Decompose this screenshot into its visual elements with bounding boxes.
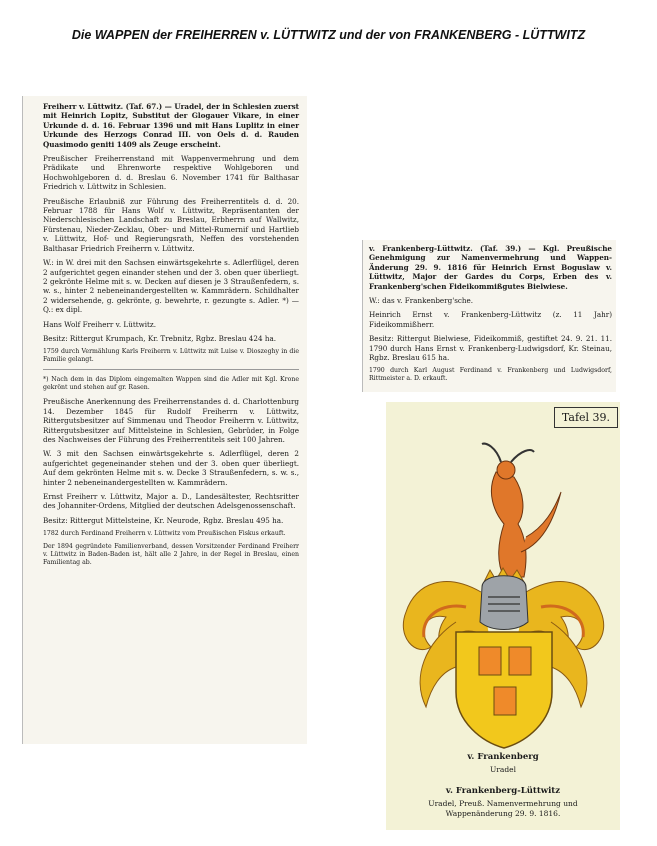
footnote: *) Nach dem in das Diplom eingemalten Wappen sind die Adler mit Kgl. Krone gekrönt und stehen auf gr. Rasen.	[43, 376, 299, 392]
paragraph-besitz-1: Besitz: Rittergut Krumpach, Kr. Trebnitz, Rgbz. Breslau 424 ha.	[43, 333, 277, 343]
caption-sub: Uradel	[489, 765, 516, 774]
paragraph-person-1: Hans Wolf Freiherr v. Lüttwitz.	[43, 319, 157, 329]
paragraph-wappen-2: W. 3 mit den Sachsen einwärtsgekehrte s. Adlerflügel, deren 2 aufgerichtet gegeneinander stehen und der 3. oben quer überliegt. Auf dem gekrönten Helme mit s. w. Decke 3 Straußenfedern, s. w. s., hinter 2 nebeneinandergestellten w. Kammrädern.	[43, 449, 299, 487]
plate-number: Tafel 39.	[554, 407, 618, 428]
paragraph-freiherrenstand: Preußischer Freiherrenstand mit Wappenvermehrung und dem Prädikate und Ehrenworte respektive Wohlgeboren und Hochwohlgeboren d. d. Breslau 6. November 1741 für Balthasar Friedrich v. Lüttwitz in Schlesien.	[43, 154, 299, 192]
page-title: Die WAPPEN der FREIHERREN v. LÜTTWITZ und der von FRANKENBERG - LÜTTWITZ	[71, 28, 586, 42]
paragraph-besitz-2: Besitz: Rittergut Mittelsteine, Kr. Neurode, Rgbz. Breslau 495 ha.	[43, 515, 284, 525]
caption-name-2: v. Frankenberg-Lüttwitz	[445, 786, 561, 796]
paragraph-erlaubniss: Preußische Erlaubniß zur Führung des Freiherrentitels d. d. 20. Februar 1788 für Hans Wolf v. Lüttwitz, Repräsentanten der Niederschlesischen Landschaft zu Breslau, Erbherrn auf Wallwitz, Fürstenau, Nieder-Zecklau, Ober- und Mittel-Rumernif und Hartlieb v. Lüttwitz, Hof- und Regierungsrath, Neffen des vorstehenden Balthasar Friedrich Freiherrn v. Lüttwitz.	[43, 196, 299, 253]
coat-of-arms-plate	[386, 402, 620, 830]
caption-sub-2: Uradel, Preuß. Namenvermehrung und Wappenänderung 29. 9. 1816.	[428, 799, 578, 818]
paragraph-person-2: Ernst Freiherr v. Lüttwitz, Major a. D., Landesältester, Rechtsritter des Johanniter-Ordens, Mitglied der deutschen Adelsgenossenschaft.	[43, 492, 299, 511]
caption-name: v. Frankenberg	[467, 752, 539, 762]
paragraph-frankenberg-note: 1790 durch Karl August Ferdinand v. Frankenberg und Ludwigsdorf, Rittmeister a. D. erkauft.	[369, 367, 612, 383]
paragraph-frankenberg-wappen: W.: das v. Frankenberg'sche.	[369, 296, 474, 306]
paragraph-intro: Freiherr v. Lüttwitz. (Taf. 67.) — Uradel, der in Schlesien zuerst mit Heinrich Lopitz, Substitut der Glogauer Vikare, in einer Urkunde d. d. 16. Februar 1396 und mit Hans Luplitz in einer Urkunde des Herzogs Conrad III. von Oels d. d. Rauden Quasimodo geniti 1409 als Zeuge erscheint.	[43, 102, 299, 149]
paragraph-frankenberg-besitz: Besitz: Rittergut Bielwiese, Fideikommiß, gestiftet 24. 9. 21. 11. 1790 durch Hans Ernst v. Frankenberg-Ludwigsdorf, Kr. Steinau, Rgbz. Breslau 615 ha.	[369, 334, 612, 363]
paragraph-wappen-1: W.: in W. drei mit den Sachsen einwärtsgekehrte s. Adlerflügel, deren 2 aufgerichtet gegen einander stehen und der 3. oben quer überliegt. 2 gekrönte Helme mit s. w. Decken auf diesen je 3 Straußenfedern, s. w. s., hinter 2 nebeneinandergestellten w. Kammrädern. Schildhalter 2 widersehende, g. gekrönte, g. bewehrte, r. gezungte s. Adler. *) — Q.: ex dipl.	[43, 258, 299, 315]
right-text-column	[362, 240, 616, 392]
paragraph-note-1: 1759 durch Vermählung Karls Freiherrn v. Lüttwitz mit Luise v. Dioszeghy in die Familie gelangt.	[43, 348, 299, 364]
divider	[43, 369, 299, 370]
paragraph-note-3: Der 1894 gegründete Familienverband, dessen Vorsitzender Ferdinand Freiherr v. Lüttwitz in Baden-Baden ist, hält alle 2 Jahre, in der Regel in Breslau, einen Familientag ab.	[43, 543, 299, 567]
left-text-column	[22, 96, 307, 744]
paragraph-frankenberg-person: Heinrich Ernst v. Frankenberg-Lüttwitz (z. 11 Jahr) Fideikommißherr.	[369, 310, 612, 329]
coat-of-arms-illustration	[386, 432, 620, 750]
paragraph-anerkennung: Preußische Anerkennung des Freiherrenstandes d. d. Charlottenburg 14. Dezember 1845 für Rudolf Freiherrn v. Lüttwitz, Rittergutsbesitzer auf Simmenau und Theodor Freiherrn v. Lüttwitz, Rittergutsbesitzer auf Mittelsteine in Schlesien, Gebrüder, in Folge des Nachweises der Führung des Freiherrentitels seit 100 Jahren.	[43, 397, 299, 444]
paragraph-frankenberg-intro: v. Frankenberg-Lüttwitz. (Taf. 39.) — Kgl. Preußische Genehmigung zur Namenvermehrung und Wappen-Änderung 29. 9. 1816 für Heinrich Ernst Boguslaw v. Lüttwitz, Major der Gardes du Corps, Erben des v. Frankenberg'schen Fideikommißgutes Bielwiese.	[369, 244, 612, 291]
paragraph-note-2: 1782 durch Ferdinand Freiherrn v. Lüttwitz vom Preußischen Fiskus erkauft.	[43, 530, 286, 538]
